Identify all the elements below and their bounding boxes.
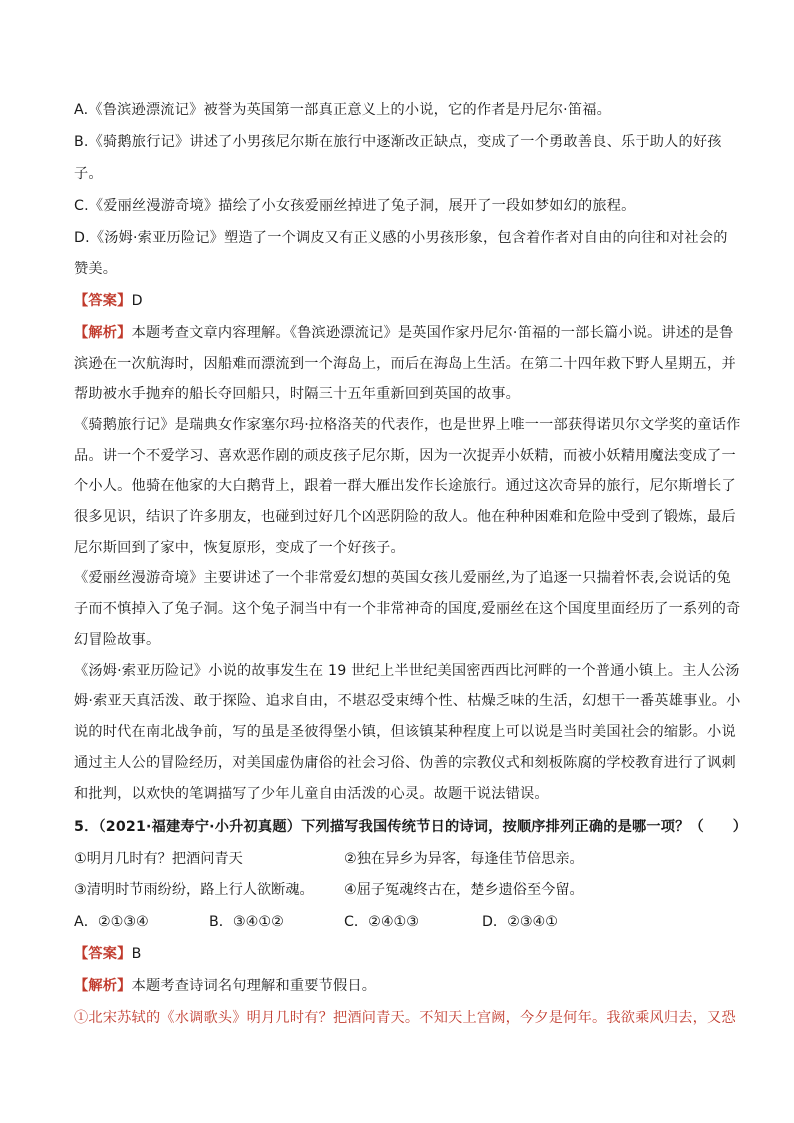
analysis-q4-line-7: 很多见识，结识了许多朋友，也碰到过好几个凶恶阴险的敌人。他在种种困难和危险中受到了锻炼，最后 [74,509,736,525]
analysis-q4-line-5: 品。讲一个不爱学习、喜欢恶作剧的顽皮孩子尼尔斯，因为一次捉弄小妖精，而被小妖精用魔法变成了一 [74,448,736,464]
poem-1: ①明月几时有？把酒问青天 [74,851,243,867]
option-c: C．②④①③ [344,914,419,930]
analysis-q4-line-11: 幻冒险故事。 [74,632,161,648]
analysis-q4-line-2: 滨逊在一次航海时，因船难而漂流到一个海岛上，而后在海岛上生活。在第二十四年救下野人星期五，并 [74,356,736,372]
analysis-q5-line-2: ①北宋苏轼的《水调歌头》明月几时有？把酒问青天。不知天上宫阙，今夕是何年。我欲乘风归去，又恐 [74,1010,736,1026]
answer-q5 [74,945,724,963]
option-b: B．③④①② [209,914,284,930]
analysis-q4-line-1: 【解析】本题考查文章内容理解。《鲁滨逊漂流记》是英国作家丹尼尔·笛福的一部长篇小说。讲述的是鲁 [74,325,734,341]
choice-d: D.《汤姆·索亚历险记》塑造了一个调皮又有正义感的小男孩形象，包含着作者对自由的向往和对社会的 [74,230,728,246]
analysis-q4-line-9: 《爱丽丝漫游奇境》主要讲述了一个非常爱幻想的英国女孩儿爱丽丝,为了追逐一只揣着怀表,会说话的兔 [74,570,731,586]
analysis-q4-line-12: 《汤姆·索亚历险记》小说的故事发生在 19 世纪上半世纪美国密西西比河畔的一个普通小镇上。主人公汤 [74,663,740,679]
analysis-q4-line-3: 帮助被水手抛弃的船长夺回船只，时隔三十五年重新回到英国的故事。 [74,386,521,402]
answer-value: D [131,293,143,309]
answer-q4 [74,292,724,310]
analysis-q4-line-6: 个小人。他骑在他家的大白鹅背上，跟着一群大雁出发作长途旅行。通过这次奇异的旅行，尼尔斯增长了 [74,478,736,494]
question-5-stem: 5．（2021·福建寿宁·小升初真题）下列描写我国传统节日的诗词，按顺序排列正确的是哪一项？（ ） [74,819,748,835]
answer-tag: 【答案】 [74,293,132,309]
analysis-q4-line-10: 子而不慎掉入了兔子洞。这个兔子洞当中有一个非常神奇的国度,爱丽丝在这个国度里面经历了一系列的奇 [74,601,741,617]
analysis-q5-line-1: 【解析】本题考查诗词名句理解和重要节假日。 [74,978,377,994]
choice-b-cont: 子。 [74,166,103,182]
analysis-q4-line-4: 《骑鹅旅行记》是瑞典女作家塞尔玛·拉格洛芙的代表作，也是世界上唯一一部获得诺贝尔文学奖的童话作 [74,417,741,433]
analysis-q4-line-16: 和批判，以欢快的笔调描写了少年儿童自由活泼的心灵。故题干说法错误。 [74,786,549,802]
answer-value: B [131,946,142,962]
analysis-q4-line-8: 尼尔斯回到了家中，恢复原形，变成了一个好孩子。 [74,540,405,556]
option-d: D．②③④① [482,914,558,930]
answer-tag: 【答案】 [74,946,132,962]
choice-d-cont: 赞美。 [74,261,118,277]
analysis-tag: 【解析】 [74,978,132,994]
choice-c: C.《爱丽丝漫游奇境》描绘了小女孩爱丽丝掉进了兔子洞，展开了一段如梦如幻的旅程。 [74,198,636,214]
poem-2: ②独在异乡为异客，每逢佳节倍思亲。 [344,851,584,867]
analysis-q4-line-14: 说的时代在南北战争前，写的虽是圣彼得堡小镇，但该镇某种程度上可以说是当时美国社会的缩影。小说 [74,724,736,740]
analysis-q4-line-15: 通过主人公的冒险经历，对美国虚伪庸俗的社会习俗、伪善的宗教仪式和刻板陈腐的学校教育进行了讽刺 [74,755,736,771]
choice-a: A.《鲁滨逊漂流记》被誉为英国第一部真正意义上的小说，它的作者是丹尼尔·笛福。 [74,102,612,118]
option-a: A．②①③④ [74,914,149,930]
analysis-tag: 【解析】 [74,325,132,341]
analysis-q4-line-13: 姆·索亚天真活泼、敢于探险、追求自由，不堪忍受束缚个性、枯燥乏味的生活，幻想干一番英雄事业。小 [74,693,741,709]
choice-b: B.《骑鹅旅行记》讲述了小男孩尼尔斯在旅行中逐渐改正缺点，变成了一个勇敢善良、乐于助人的好孩 [74,134,722,150]
poem-4: ④屈子冤魂终古在，楚乡遗俗至今留。 [344,882,584,898]
poem-3: ③清明时节雨纷纷，路上行人欲断魂。 [74,882,314,898]
